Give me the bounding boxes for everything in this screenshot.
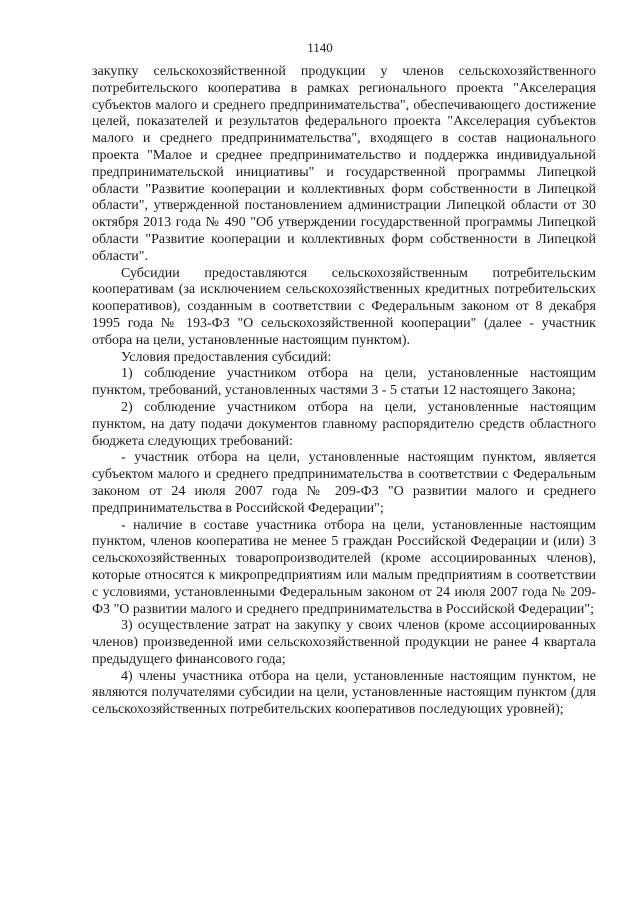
paragraph-3: Условия предоставления субсидий: <box>121 349 332 365</box>
paragraph-8: 3) осуществление затрат на закупку у своих членов (кроме ассоциированных членов) произведенной ими сельскохозяйственной продукции не ранее 4 квартала предыдущего финансового года; <box>92 618 596 667</box>
paragraph-5: 2) соблюдение участником отбора на цели, установленные настоящим пунктом, на дату подачи документов главному распорядителю средств областного бюджета следующих требований: <box>92 399 596 449</box>
paragraph-7: - наличие в составе участника отбора на цели, установленные настоящим пунктом, членов кооператива не менее 5 граждан Российской Федерации и (или) 3 сельскохозяйственных товаропроизводителей (кроме ассоциированных членов), которые относятся к микропредприятиям или малым предприятиям в соответствии с условиями, установленными Федеральным законом от 24 июля 2007 года № 209-ФЗ "О развитии малого и среднего предпринимательства в Российской Федерации"; <box>92 517 596 617</box>
paragraph-2: Субсидии предоставляются сельскохозяйственным потребительским кооперативам (за исключением сельскохозяйственных кредитных потребительских кооперативов), созданным в соответствии с Федеральным законом от 8 декабря 1995 года № 193-ФЗ "О сельскохозяйственной кооперации" (далее - участник отбора на цели, установленные настоящим пунктом). <box>92 265 596 348</box>
paragraph-4: 1) соблюдение участником отбора на цели, установленные настоящим пунктом, требований, установленных частями 3 - 5 статьи 12 настоящего Закона; <box>92 366 596 399</box>
page-number: 1140 <box>307 40 333 55</box>
document-body <box>92 64 596 719</box>
paragraph-6: - участник отбора на цели, установленные настоящим пунктом, является субъектом малого и среднего предпринимательства в соответствии с Федеральным законом от 24 июля 2007 года № 209-ФЗ "О развитии малого и среднего предпринимательства в Российской Федерации"; <box>92 450 596 516</box>
paragraph-9: 4) члены участника отбора на цели, установленные настоящим пунктом, не являются получателями субсидии на цели, установленные настоящим пунктом (для сельскохозяйственных потребительских кооперативов последующих уровней); <box>92 668 596 718</box>
paragraph-1: закупку сельскохозяйственной продукции у членов сельскохозяйственного потребительского кооператива в рамках регионального проекта "Акселерация субъектов малого и среднего предпринимательства", обеспечивающего достижение целей, показателей и результатов федерального проекта "Акселерация субъектов малого и среднего предпринимательства", входящего в состав национального проекта "Малое и среднее предпринимательство и поддержка индивидуальной предпринимательской инициативы" и государственной программы Липецкой области "Развитие кооперации и коллективных форм собственности в Липецкой области", утвержденной постановлением администрации Липецкой области от 30 октября 2013 года № 490 "Об утверждении государственной программы Липецкой области "Развитие кооперации и коллективных форм собственности в Липецкой области". <box>92 64 596 264</box>
